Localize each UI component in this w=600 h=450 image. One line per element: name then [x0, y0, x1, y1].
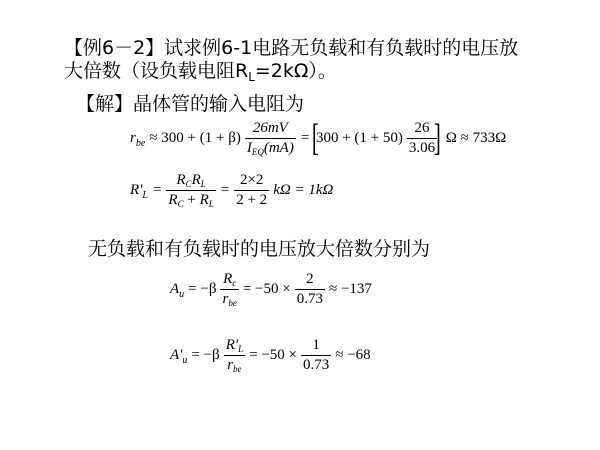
rl-prime-result: kΩ = 1kΩ — [273, 181, 334, 198]
example-title-load-subscript: L — [248, 70, 255, 84]
solution-label: 【解】 — [76, 93, 134, 115]
au-fraction-1 — [220, 272, 238, 307]
au-prime-fraction-2-numerator: 1 — [301, 338, 331, 356]
au-formula — [170, 266, 372, 312]
rbe-inner-fraction — [407, 121, 437, 156]
au-fraction-2 — [295, 272, 325, 307]
au-prime-formula — [170, 332, 371, 378]
rl-prime-lhs: $R'_L$ — [130, 181, 148, 201]
solution-intro-text: 晶体管的输入电阻为 — [133, 93, 305, 115]
rl-prime-fraction-1-numerator: $R_CR_L$ — [166, 173, 215, 191]
rl-prime-fraction-2-numerator: 2×2 — [234, 173, 269, 191]
rbe-inner-numerator: 26 — [407, 121, 437, 139]
rbe-fraction — [245, 121, 296, 156]
rl-prime-fraction-2-denominator: 2 + 2 — [236, 191, 268, 208]
example-title-line2-pre: 大倍数（设负载电阻R — [64, 60, 249, 82]
au-prime-fraction-1-denominator: $r_{be}$ — [227, 356, 242, 374]
rbe-fraction-denominator: $I_{EQ}(mA)$ — [246, 139, 294, 157]
rbe-equals: = — [300, 129, 310, 146]
au-lead: = −β — [188, 280, 217, 297]
au-fraction-1-numerator: $R_c$ — [220, 272, 238, 290]
rl-prime-equals: = — [152, 181, 162, 198]
rl-prime-formula — [130, 168, 333, 212]
example-title-line2-post: =2kΩ）。 — [254, 60, 337, 82]
example-title-line2 — [64, 58, 337, 86]
au-fraction-1-denominator: $r_{be}$ — [222, 290, 237, 308]
au-prime-fraction-1-numerator: $R'_L$ — [225, 336, 244, 354]
rl-prime-fraction-1 — [166, 173, 215, 208]
rbe-right-bracket: ] — [433, 117, 441, 159]
example-title-line1: 【例6－2】试求例6-1电路无负载和有负载时的电压放 — [64, 37, 519, 59]
gain-intro: 无负载和有负载时的电压放大倍数分别为 — [88, 238, 431, 260]
au-prime-fraction-1 — [224, 338, 245, 373]
rl-prime-fraction-2 — [234, 173, 269, 208]
au-lhs: $A_u$ — [170, 280, 185, 300]
au-fraction-2-denominator: 0.73 — [296, 290, 323, 307]
au-mid: = −50 × — [242, 280, 291, 297]
rbe-inner-denominator: 3.06 — [408, 139, 436, 156]
rbe-formula — [130, 116, 506, 160]
rbe-fraction-numerator: 26mV — [245, 121, 296, 139]
au-prime-fraction-2-denominator: 0.73 — [302, 356, 330, 373]
au-prime-fraction-2 — [301, 338, 331, 373]
au-prime-result: ≈ −68 — [335, 346, 371, 363]
au-fraction-2-numerator: 2 — [295, 272, 325, 290]
rbe-inner: 300 + (1 + 50) — [315, 129, 403, 146]
au-prime-lhs: $A'_u$ — [170, 346, 188, 366]
rbe-left-bracket: [ — [312, 117, 320, 159]
au-prime-mid: = −50 × — [249, 346, 297, 363]
rl-prime-fraction-1-denominator: $R_C + R_L$ — [168, 191, 214, 209]
solution-intro — [76, 91, 304, 117]
rbe-result: Ω ≈ 733Ω — [445, 129, 507, 146]
rbe-lead: ≈ 300 + (1 + β) — [149, 129, 241, 146]
rbe-lhs: $r_{be}$ — [130, 129, 146, 149]
au-result: ≈ −137 — [328, 280, 372, 297]
au-prime-lead: = −β — [191, 346, 220, 363]
rl-prime-equals-2: = — [220, 181, 230, 198]
